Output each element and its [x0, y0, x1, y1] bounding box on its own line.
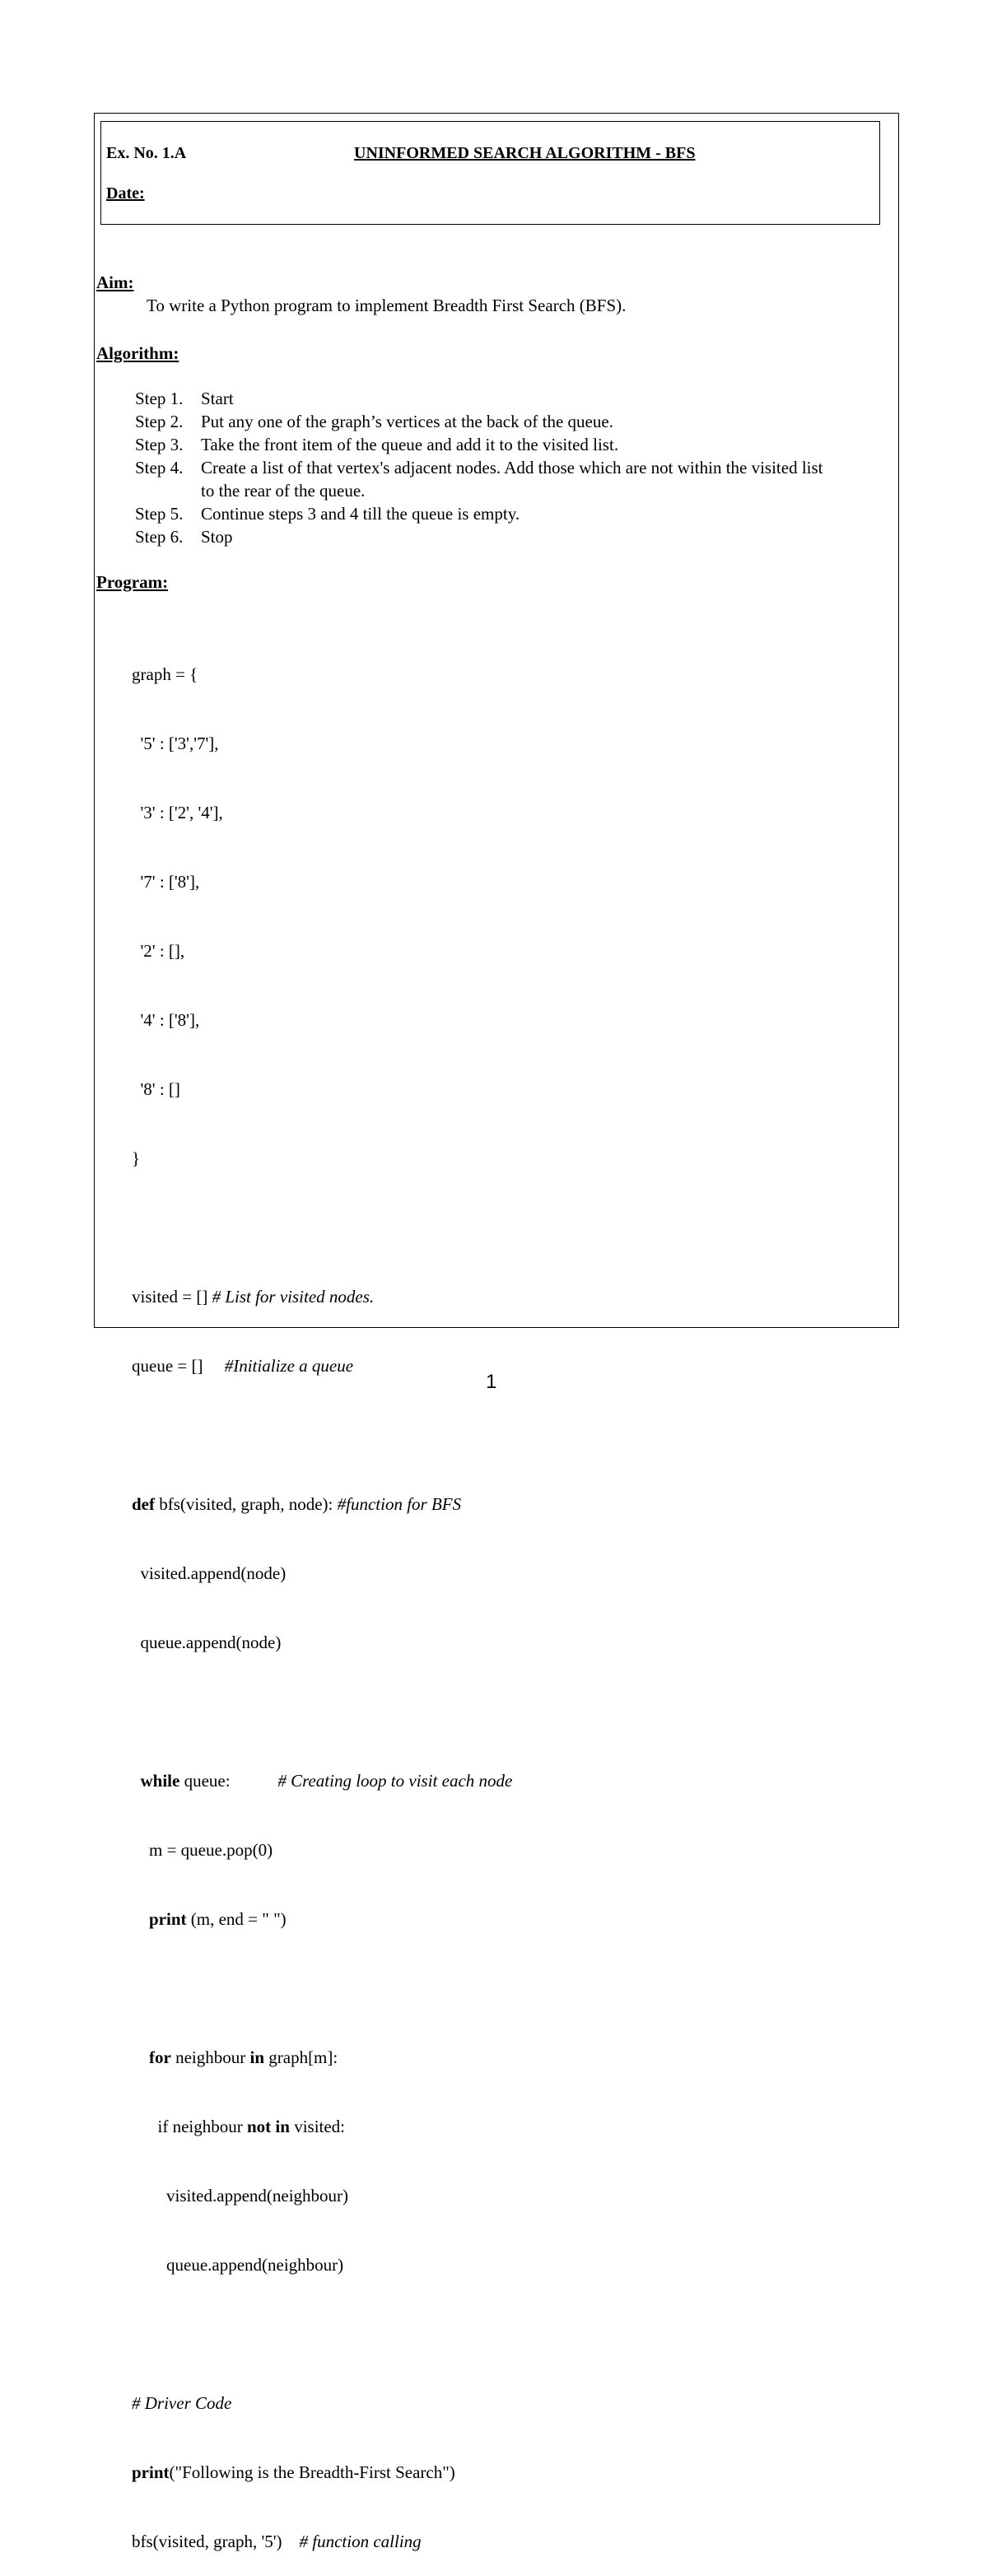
step-text: Take the front item of the queue and add it to the visited list.	[201, 435, 619, 454]
code-line	[132, 1009, 512, 1032]
code-keyword: def	[132, 1494, 155, 1514]
code-line	[132, 1908, 512, 1931]
program-heading: Program:	[96, 572, 169, 592]
code-line	[132, 1631, 512, 1654]
code-line	[132, 1493, 512, 1516]
code-comment: # Creating loop to visit each node	[277, 1771, 513, 1791]
step-item	[135, 525, 827, 548]
step-item	[135, 387, 827, 410]
code-line	[132, 2184, 512, 2207]
code-keyword: for	[149, 2047, 171, 2067]
document-title: UNINFORMED SEARCH ALGORITHM - BFS	[354, 144, 696, 162]
code-line	[132, 1078, 512, 1101]
code-line	[132, 2392, 512, 2415]
code-keyword: print	[149, 1909, 187, 1929]
blank-line	[132, 1700, 512, 1723]
blank-line	[132, 1423, 512, 1446]
code-keyword: in	[275, 2117, 290, 2136]
step-text: Start	[201, 389, 234, 408]
code-comment: #Initialize a queue	[224, 1356, 354, 1376]
algorithm-steps	[135, 387, 827, 548]
step-item	[135, 502, 827, 525]
code-line	[132, 2530, 512, 2553]
code-text: '5' : ['3','7'],	[140, 734, 219, 753]
code-text: '8' : []	[140, 1079, 180, 1099]
date-label: Date:	[106, 184, 145, 203]
code-text: '3' : ['2', '4'],	[140, 803, 223, 822]
code-text: queue.append(node)	[140, 1633, 282, 1652]
code-line	[132, 1562, 512, 1585]
step-number: Step 2.	[135, 412, 184, 431]
code-text: if neighbour	[157, 2117, 247, 2136]
step-number: Step 1.	[135, 389, 184, 408]
code-text: graph = {	[132, 664, 198, 684]
step-text: Continue steps 3 and 4 till the queue is empty.	[201, 504, 520, 524]
step-item	[135, 433, 827, 456]
code-line	[132, 870, 512, 893]
algorithm-heading: Algorithm:	[96, 343, 179, 363]
code-text: visited = []	[132, 1287, 212, 1307]
code-text: '7' : ['8'],	[140, 872, 200, 892]
code-text: }	[132, 1148, 141, 1168]
code-text: queue = []	[132, 1356, 225, 1376]
code-text: neighbour	[170, 2047, 250, 2067]
code-text: visited.append(node)	[140, 1563, 287, 1583]
program-code	[132, 617, 512, 2576]
step-number: Step 5.	[135, 504, 184, 524]
code-comment: # Driver Code	[132, 2393, 232, 2413]
step-text: Put any one of the graph’s vertices at the back of the queue.	[201, 412, 613, 431]
code-keyword: while	[140, 1771, 180, 1791]
code-line	[132, 1838, 512, 1861]
code-line	[132, 2046, 512, 2069]
blank-line	[132, 2322, 512, 2345]
code-line	[132, 2115, 512, 2138]
step-number: Step 3.	[135, 435, 184, 454]
code-text: visited:	[289, 2117, 346, 2136]
code-line	[132, 801, 512, 824]
code-text: (m, end = " ")	[186, 1909, 287, 1929]
blank-line	[132, 1977, 512, 2000]
code-text: '2' : [],	[140, 941, 185, 961]
code-line	[132, 663, 512, 686]
code-comment: #function for BFS	[337, 1494, 462, 1514]
code-line	[132, 1769, 512, 1792]
code-text: m = queue.pop(0)	[149, 1840, 273, 1860]
aim-heading: Aim:	[96, 273, 134, 292]
code-comment: # List for visited nodes.	[212, 1287, 375, 1307]
code-text: graph[m]:	[264, 2047, 338, 2067]
code-keyword: print	[132, 2462, 170, 2482]
step-item	[135, 456, 827, 502]
code-text: '4' : ['8'],	[140, 1010, 200, 1030]
code-line	[132, 2253, 512, 2276]
exercise-number: Ex. No. 1.A	[106, 144, 187, 162]
step-item	[135, 410, 827, 433]
code-text: bfs(visited, graph, node):	[155, 1494, 338, 1514]
code-line	[132, 1147, 512, 1170]
step-number: Step 6.	[135, 527, 184, 547]
blank-line	[132, 1216, 512, 1239]
code-keyword: not	[246, 2117, 272, 2136]
code-line	[132, 939, 512, 962]
header-box	[100, 121, 880, 225]
code-line	[132, 732, 512, 755]
page-number: 1	[486, 1371, 497, 1393]
code-keyword: in	[249, 2047, 264, 2067]
code-line	[132, 1285, 512, 1308]
code-text: visited.append(neighbour)	[166, 2186, 349, 2206]
code-text: bfs(visited, graph, '5')	[132, 2532, 300, 2551]
aim-text: To write a Python program to implement Breadth First Search (BFS).	[147, 296, 627, 315]
step-text: Stop	[201, 527, 233, 547]
code-line	[132, 2461, 512, 2484]
code-text: ("Following is the Breadth-First Search")	[169, 2462, 455, 2482]
code-text: queue:	[179, 1771, 278, 1791]
step-number: Step 4.	[135, 458, 184, 477]
code-text: queue.append(neighbour)	[166, 2255, 344, 2275]
code-comment: # function calling	[299, 2532, 422, 2551]
step-text: Create a list of that vertex's adjacent nodes. Add those which are not within the visited list to the rear of the queue.	[201, 458, 823, 501]
code-line	[132, 1354, 512, 1377]
